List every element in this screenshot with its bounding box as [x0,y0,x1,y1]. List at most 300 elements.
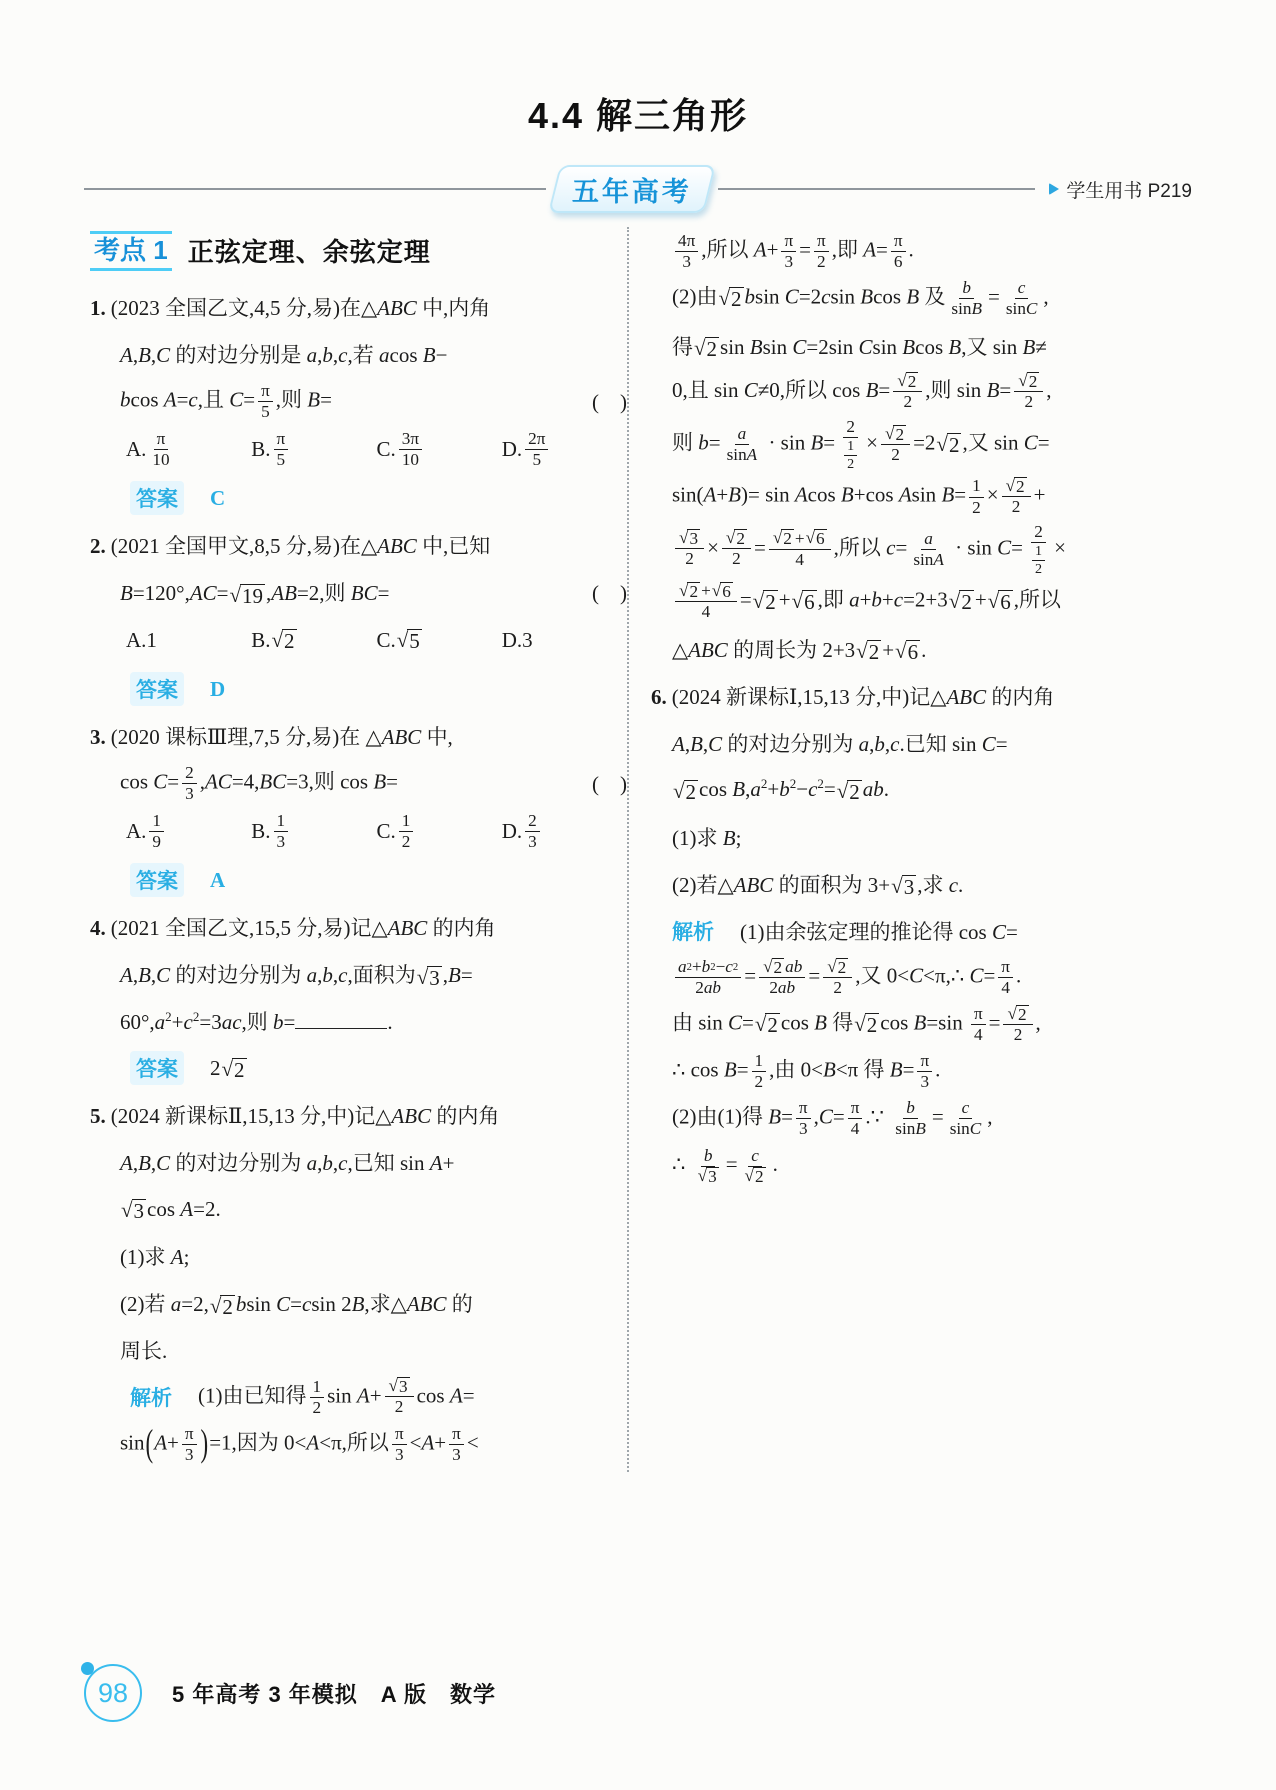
fraction-numerator [903,1098,918,1119]
math-variable: C [156,1151,171,1176]
line-text: 5. (2024 新课标Ⅱ,15,13 分,中)记△ABC 的内角 [90,1104,500,1129]
math-variable: A [429,1151,443,1176]
math-variable: A [794,482,808,507]
sqrt [885,425,906,444]
sqrt [272,629,297,652]
math-variable: c [188,387,198,412]
radicand: 2 [1016,476,1025,496]
line-text: 由 sin C= √ 2 cos B 得 √ 2 cos B=sin $\frac{\pi}{4}$ = √ 2 2 , [672,1003,1041,1045]
math-variable: ABC [381,725,422,750]
radical-sign: √ [854,1012,866,1037]
radicand: 2 [284,629,295,654]
line-text: (1)求 A; [120,1245,190,1270]
fraction-numerator [701,1146,716,1167]
fraction [274,429,289,471]
student-book-ref [1049,176,1192,203]
fraction-numerator: π [848,1098,863,1119]
line-text: (1)由已知得 $\frac{1}{2}$ sin A+ √ 3 2 cos A= [198,1376,475,1417]
fraction-numerator [823,958,852,978]
fraction-denominator [741,1167,770,1186]
math-variable: A [180,1196,194,1221]
fraction [258,381,273,423]
fraction [814,231,829,273]
fraction-numerator [1003,1005,1032,1025]
fraction-denominator [838,438,863,472]
math-variable: c [302,1292,312,1317]
math-variable: b [235,1292,247,1317]
radical-sign: √ [791,589,804,614]
fraction-numerator [1015,278,1029,299]
radical-sign: √ [711,580,722,600]
analysis-label: 解析 [130,1387,172,1411]
answer-row [90,667,627,712]
sqrt [1006,477,1027,496]
line-text: √ 2 + √ 6 4 = √ 2 + √ 6 ,即 a+b+c=2+3 √ 2 + √ 6 ,所以 [672,581,1061,623]
math-variable: a [849,587,860,612]
fraction-denominator: 3 [798,1119,808,1139]
math-variable: b [701,956,711,976]
math-variable: c [890,731,900,756]
fraction-numerator: π [182,1424,197,1445]
fraction-denominator: 2 [312,1397,322,1417]
line-text: 得 √ 2 sin Bsin C=2sin Csin Bcos B,又 sin B≠ [672,334,1047,362]
fraction-numerator: √ 2 + √ 6 [769,529,831,550]
radical-sign: √ [1018,371,1028,391]
radicand: 6 [907,640,919,665]
radical-sign: √ [836,778,849,803]
exam-point-title: 正弦定理、余弦定理 [187,237,431,268]
radical-sign: √ [396,628,409,653]
math-variable: b [322,343,333,368]
radical-sign: √ [744,1165,754,1185]
radicand: 2 [895,424,905,444]
fraction-numerator: π [971,1004,986,1025]
math-variable: B [307,387,321,412]
radicand: 2 [222,1295,233,1320]
math-variable: B [768,1104,782,1129]
sqrt [936,433,961,456]
fraction-denominator: 2 [1024,392,1034,412]
math-variable: B [138,963,151,988]
radical-sign: √ [416,965,429,990]
math-variable: c [821,284,831,309]
math-variable: a [306,1151,318,1176]
math-variable: B [906,284,920,309]
fraction-denominator: 2 [891,444,900,464]
math-variable: B [1022,334,1036,359]
fraction-numerator: 1 [1032,543,1045,561]
fraction [844,438,857,472]
math-variable: ABC [946,684,987,709]
fraction-denominator: 5 [261,401,270,421]
fraction-denominator: 2 [847,455,855,472]
fraction-numerator [1002,477,1031,497]
radicand: 6 [816,529,825,549]
text-line [651,1049,1204,1094]
radicand: 3 [689,529,699,549]
fraction-denominator: 5 [276,450,286,470]
fill-in-blank [295,1006,387,1029]
fraction [1002,477,1031,517]
fraction-denominator: 3 [184,1444,194,1464]
fraction-numerator: 2 [1031,522,1046,543]
problem-number: 2. [90,534,106,559]
page-title: 4.4 解三角形 [527,95,749,136]
radicand: 2 [849,779,860,804]
fraction-denominator: 4 [701,602,711,622]
math-variable: C [153,769,168,794]
fraction-denominator: 10 [401,450,420,470]
fraction [392,1424,407,1466]
math-variable: a [858,731,870,756]
math-variable: A [306,1430,320,1455]
fraction-numerator [959,1098,973,1119]
fraction-numerator: 2 [182,763,197,784]
fraction-numerator [881,425,910,445]
fraction-numerator [748,1146,762,1167]
radicand: 2 [689,581,699,601]
math-variable: b [962,277,971,297]
fraction-numerator [735,424,750,445]
radical-sign: √ [936,432,948,457]
sqrt [806,529,827,548]
fraction-numerator: π [796,1098,811,1119]
math-variable: A [672,731,685,756]
line-text: (2)若△ABC 的面积为 3+ √ 3 ,求 c. [672,872,964,900]
problem-number: 3. [90,725,106,750]
fraction-numerator: π [781,231,796,252]
text-line [651,955,1204,1000]
line-text: sin(A+B)= sin Acos B+cos Asin B= $\frac{1}{2}$ × √ 2 2 + [672,475,1046,517]
text-line [651,1143,1204,1188]
math-variable: a [750,776,761,801]
math-variable: B [810,430,824,455]
line-text: 4. (2021 全国乙文,15,5 分,易)记△ABC 的内角 [90,916,496,941]
text-line [651,767,1204,812]
math-variable: C [818,1104,833,1129]
math-variable: BC [350,581,378,606]
fraction [149,429,172,471]
radicand: 2 [1028,372,1038,392]
radicand: 2 [234,1058,245,1083]
problem-first-line [90,714,627,759]
fraction [893,372,922,412]
line-text: sin(A+ $\frac{\pi}{3}$ )=1,因为 0<A<π,所以 $\frac{\pi}{3}$ <A+ $\frac{\pi}{3}$ < [120,1422,479,1465]
radicand: 3 [133,1199,145,1224]
text-line [651,323,1204,368]
big-paren: ( [145,1422,154,1465]
banner-rule-left [84,188,546,190]
answer-label: 答案 [130,481,184,515]
math-variable: A [163,387,177,412]
fraction [182,763,197,805]
fraction [449,1424,464,1466]
math-variable: a [306,963,318,988]
fraction-numerator [893,372,922,392]
answer-value: 2 √ 2 [210,1055,245,1083]
fraction [1003,278,1041,320]
fraction-denominator: 3 [185,783,194,803]
math-variable: C [1023,430,1038,455]
line-text: (2)若 a=2, √ 2 bsin C=csin 2B,求△ABC 的 [120,1292,473,1320]
math-variable: C [969,963,984,988]
sqrt [698,1167,719,1186]
math-variable: B [948,334,962,359]
sqrt [827,958,848,977]
fraction [525,429,548,471]
fraction-numerator: 4π [675,231,698,252]
fraction-denominator: 2 [754,1072,764,1092]
fraction-denominator: 3 [682,252,691,271]
fraction [399,429,422,471]
sqrt [745,1167,766,1186]
radical-sign: √ [694,336,706,361]
fraction-denominator: 2 [394,1397,404,1417]
page-number: 98 [97,1677,129,1708]
answer-row [90,1046,627,1091]
text-line [90,761,627,806]
math-variable: A [120,963,133,988]
fraction-denominator: 3 [394,1444,404,1464]
sqrt [417,966,442,989]
radical-sign: √ [1007,1003,1017,1023]
fraction [1026,522,1051,578]
fraction-denominator: 2 [903,392,913,412]
math-variable: A [863,237,877,262]
line-text: (1)求 B; [672,825,742,850]
line-text: √ 2 $\cos B,a^2+b^2-c^2=$ √ 2 ab. [673,775,890,804]
option: D. $\frac{2\pi}{5}$ [502,429,627,471]
radicand: 2 [1017,1004,1027,1024]
math-variable: ABC [391,1104,432,1129]
fraction-denominator: 2 [1035,560,1043,577]
fraction [149,811,164,853]
choice-parens: ( ) [592,772,627,797]
math-variable: b [779,776,790,801]
superscript: 2 [760,775,768,791]
math-variable: B [690,731,703,756]
math-variable: a [737,424,747,443]
radicand: 19 [242,584,264,609]
sqrt [679,529,700,548]
fraction-denominator: 2 ab [695,978,722,998]
line-text: 周长. [120,1339,168,1364]
math-variable: ab [703,978,722,998]
fraction [675,529,704,569]
math-variable: B [138,343,151,368]
answer-value: D [210,676,226,701]
sqrt [895,640,920,663]
math-variable: C [792,334,807,359]
radicand: 2 [765,590,776,615]
math-variable: b [906,1097,915,1117]
radicand: 2 [731,286,742,311]
fraction [1014,372,1043,412]
problem-number: 5. [90,1104,106,1129]
radical-sign: √ [209,1294,222,1319]
line-text: A,B,C 的对边分别为 a,b,c,已知 sin A+ [120,1151,455,1176]
banner-badge-label: 五年高考 [572,176,692,207]
fraction-denominator: 2 [732,549,741,569]
exam-point-header [90,231,627,271]
math-variable: a [154,1010,166,1035]
sqrt [792,590,817,613]
text-line [90,332,627,377]
right-column [627,227,1204,1472]
math-variable: a [379,343,390,368]
radical-sign: √ [763,956,773,976]
text-line [90,1281,627,1326]
sqrt [1018,372,1039,391]
line-text: (2)由(1)得 B= $\frac{\pi}{3}$ ,C= $\frac{\pi}{4}$ .∵ b sin B = c sin C , [672,1097,993,1139]
radicand: 5 [409,629,420,654]
text-line [651,475,1204,520]
sqrt [719,287,744,310]
fraction [971,1004,986,1046]
radicand: 2 [754,1166,764,1186]
math-variable: A [421,1430,435,1455]
math-variable: c [183,1010,193,1035]
text-line [651,579,1204,624]
sqrt [854,1013,879,1036]
math-variable: c [751,1145,759,1165]
math-variable: A [933,549,944,569]
fraction [722,529,751,569]
radicand: 2 [837,957,847,977]
sqrt [897,372,918,391]
fraction-denominator: 4 [1001,978,1010,998]
line-text: 3. (2020 课标Ⅲ理,7,5 分,易)在 △ABC 中, [90,725,453,750]
math-variable: b [322,963,333,988]
math-variable: B [373,769,387,794]
fraction [399,811,414,853]
fraction [891,231,906,273]
radicand: 2 [961,590,972,615]
radical-sign: √ [697,1165,708,1185]
text-line [651,229,1204,274]
fraction [310,1377,325,1419]
fraction [724,424,761,466]
fraction [823,958,852,998]
problem-first-line [90,285,627,330]
math-variable: B [120,581,133,606]
option: A.1 [126,628,157,653]
math-variable: B [723,1057,737,1082]
math-variable: c [725,956,733,976]
text-line [90,999,627,1044]
math-variable: c [886,535,896,560]
sqrt [856,640,881,663]
problem-first-line [90,905,627,950]
math-variable: a [678,956,687,976]
radicand: 6 [804,590,815,615]
math-variable: A [753,237,767,262]
sqrt [694,337,719,360]
analysis-row [651,908,1204,953]
sqrt [755,1013,780,1036]
sqrt [773,529,794,548]
text-line [651,626,1204,671]
math-variable: C [1025,299,1038,318]
line-text: A,B,C 的对边分别为 a,b,c.已知 sin C= [672,731,1008,756]
radicand: 3 [708,1166,717,1186]
fraction-numerator: π [449,1424,464,1445]
math-variable: C [156,343,171,368]
radical-sign: √ [856,639,868,664]
fraction [182,1424,197,1466]
radical-sign: √ [772,528,783,548]
page-footer [84,1664,496,1722]
fraction-denominator: 2 [817,252,826,271]
sqrt [1007,1005,1028,1024]
fraction [752,1051,767,1093]
math-variable: A [356,1383,370,1408]
math-variable: C [969,1119,982,1139]
math-variable: c [961,1097,970,1117]
text-line [90,570,627,615]
text-line [90,952,627,997]
option: C. $\frac{3\pi}{10}$ [377,429,502,471]
radicand: 6 [722,581,731,601]
fraction-denominator: 3 [784,252,794,271]
line-text: 1. (2023 全国乙文,4,5 分,易)在△ABC 中,内角 [90,296,491,321]
fraction-denominator: 3 [452,1444,461,1464]
math-variable: A [170,1245,184,1270]
math-variable: ABC [387,916,428,941]
fraction-denominator: 2 [972,497,981,517]
option: C. $\frac{1}{2}$ [377,811,502,853]
page-number-dot-icon [81,1662,94,1675]
sqrt [679,582,700,601]
problem-first-line [651,673,1204,718]
radicand: 2 [866,1013,878,1038]
math-variable: A [449,1383,463,1408]
fraction-denominator: 2 [401,832,411,852]
math-variable: B [865,378,879,403]
math-variable: c [338,1151,348,1176]
radicand: 6 [1000,590,1011,615]
math-variable: c [1017,277,1026,297]
fraction-numerator: 2 [843,417,858,438]
fraction-numerator: π [392,1424,407,1445]
line-text: A,B,C 的对边分别是 a,b,c,若 acos B− [120,343,448,368]
radical-sign: √ [948,589,961,614]
text-line [651,522,1204,578]
math-variable: b [871,587,882,612]
sqrt [763,958,784,977]
fraction-denominator: 2 [1011,497,1021,517]
options-row [90,617,627,665]
page-content [0,213,1276,1472]
text-line [651,814,1204,859]
fraction-numerator [1014,372,1043,392]
choice-parens: ( ) [592,390,627,415]
math-variable: b [698,430,709,455]
radicand: 2 [736,529,745,549]
radical-sign: √ [827,956,837,976]
text-line [651,1002,1204,1047]
fraction-denominator: 3 [276,832,286,852]
left-column [90,227,627,1469]
math-variable: B [986,378,1000,403]
text-line [651,370,1204,415]
math-variable: A [746,445,758,465]
fraction-denominator: 3 [920,1072,930,1092]
fraction-numerator: 1 [752,1051,767,1072]
math-variable: ab [862,776,884,801]
options-row [90,808,627,856]
sqrt [988,590,1013,613]
